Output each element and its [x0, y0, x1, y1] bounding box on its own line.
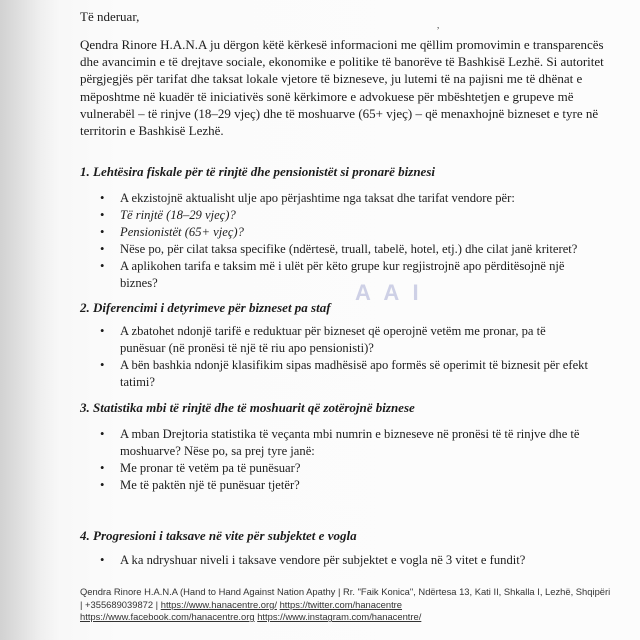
item-text: Me të paktën një të punësuar tjetër?	[120, 478, 300, 492]
section-heading: 4. Progresioni i taksave në vite për subjektet e vogla	[80, 528, 357, 543]
bullet: •	[100, 242, 105, 256]
footer-links-row	[80, 599, 640, 612]
item-text: A aplikohen tarifa e taksim më i ulët për këto grupe kur regjistrojnë apo përditësojnë një	[120, 259, 565, 273]
section-list	[96, 426, 640, 494]
intro-paragraph	[80, 36, 640, 139]
item-text: A ekzistojnë aktualisht ulje apo përjashtime nga taksat dhe tarifat vendore për:	[120, 191, 515, 205]
item-text: A zbatohet ndonjë tarifë e reduktuar për bizneset që operojnë vetëm me pronar, pa të	[120, 324, 546, 338]
footer-social-row	[80, 611, 640, 624]
list-item	[96, 460, 640, 477]
intro-line: mëposhtme në kuadër të iniciativës sonë kërkimore e advokuese për mbështetjen e grupeve më	[80, 88, 574, 104]
list-item	[96, 552, 640, 569]
list-item	[96, 323, 640, 340]
item-text: Pensionistët (65+ vjeç)?	[120, 225, 244, 239]
list-item	[96, 207, 640, 224]
list-item	[96, 477, 640, 494]
list-item	[96, 258, 640, 275]
page-shadow	[0, 0, 60, 640]
item-text: Nëse po, për cilat taksa specifike (ndërtesë, truall, tabelë, hotel, etj.) dhe cilat janë kriteret?	[120, 242, 578, 256]
section-list	[96, 190, 640, 292]
mark: ,	[437, 20, 440, 30]
intro-line: territorin e Bashkisë Lezhë.	[80, 122, 224, 138]
item-text: A mban Drejtoria statistika të veçanta mbi numrin e bizneseve në pronësi të të rinjve dhe të	[120, 427, 580, 441]
bullet: •	[100, 324, 105, 338]
website-link[interactable]: https://www.hanacentre.org/	[160, 598, 277, 610]
greeting: Të nderuar,	[80, 9, 140, 24]
item-text: A bën bashkia ndonjë klasifikim sipas madhësisë apo formës së operimit të biznesit për efekt	[120, 358, 588, 372]
item-text: moshuarve? Nëse po, sa prej tyre janë:	[120, 444, 315, 458]
item-text: punësuar (në pronësi të një të riu apo pensionisti)?	[120, 341, 374, 355]
section-list	[96, 323, 640, 391]
twitter-link[interactable]: https://twitter.com/hanacentre	[279, 598, 403, 610]
bullet: •	[100, 358, 105, 372]
bullet: •	[100, 478, 105, 492]
item-text: biznes?	[120, 276, 158, 290]
intro-line: dhe avancimin e të drejtave sociale, ekonomike e politike të banorëve të Bashkisë Lezhë. Si autoritet	[80, 54, 604, 70]
bullet: •	[100, 191, 105, 205]
bullet: •	[100, 208, 105, 222]
list-item	[96, 443, 640, 460]
list-item	[96, 426, 640, 443]
list-item	[96, 374, 640, 391]
item-text: tatimi?	[120, 375, 155, 389]
facebook-link[interactable]: https://www.facebook.com/hanacentre.org	[80, 611, 255, 623]
list-item	[96, 190, 640, 207]
list-item	[96, 241, 640, 258]
section-heading: 2. Diferencimi i detyrimeve për bizneset pa staf	[80, 300, 331, 315]
list-item	[96, 340, 640, 357]
section-list	[96, 552, 640, 569]
footer-address: Qendra Rinore H.A.N.A (Hand to Hand Against Nation Apathy | Rr. "Faik Konica", Ndërtesa 13, Kati II, Shkalla I, Lezhë, Shqipëri	[80, 586, 611, 597]
bullet: •	[100, 461, 105, 475]
intro-line: Qendra Rinore H.A.N.A ju dërgon këtë kërkesë informacioni me qëllim promovimin e transparencës	[80, 37, 604, 52]
item-text: Të rinjtë (18–29 vjeç)?	[120, 208, 236, 222]
instagram-link[interactable]: https://www.instagram.com/hanacentre/	[257, 611, 422, 623]
list-item	[96, 357, 640, 374]
bullet: •	[100, 225, 105, 239]
bullet: •	[100, 427, 105, 441]
footer	[80, 586, 640, 624]
bullet: •	[100, 553, 105, 567]
section-heading: 1. Lehtësira fiskale për të rinjtë dhe pensionistët si pronarë biznesi	[80, 164, 435, 179]
bullet: •	[100, 259, 105, 273]
intro-line: vulnerabël – të rinjve (18–29 vjeç) dhe të moshuarve (65+ vjeç) – që menaxhojnë bizneset e tyre në	[80, 105, 599, 121]
footer-phone: | +355689039872 |	[80, 598, 159, 610]
item-text: Me pronar të vetëm pa të punësuar?	[120, 461, 301, 475]
stamp: A A I	[355, 280, 423, 305]
list-item	[96, 224, 640, 241]
item-text: A ka ndryshuar niveli i taksave vendore për subjektet e vogla në 3 vitet e fundit?	[120, 553, 526, 567]
section-heading: 3. Statistika mbi të rinjtë dhe të moshuarit që zotërojnë biznese	[80, 400, 415, 415]
intro-line: përgjegjës për tarifat dhe taksat lokale vjetore të bizneseve, ju lutemi të na pajisni me të dhënat e	[80, 71, 583, 87]
